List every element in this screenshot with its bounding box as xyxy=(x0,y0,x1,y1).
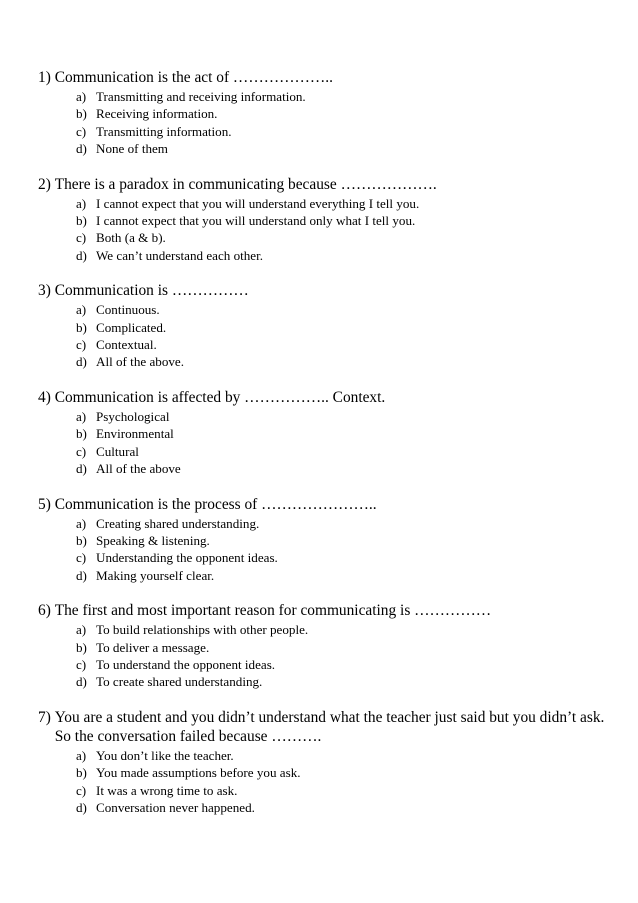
option-letter: d) xyxy=(76,247,87,263)
question-number: 1) xyxy=(38,69,51,86)
option-text: Understanding the opponent ideas. xyxy=(96,550,278,566)
option-text: Psychological xyxy=(96,408,170,424)
option-c xyxy=(38,123,618,140)
option-text: To understand the opponent ideas. xyxy=(96,656,276,672)
option-c xyxy=(38,549,618,566)
option-letter: a) xyxy=(76,622,87,638)
option-a xyxy=(38,88,618,105)
option-text: Environmental xyxy=(96,426,174,442)
question-text: Communication is affected by …………….. Context. xyxy=(54,388,386,406)
question-list xyxy=(38,68,618,833)
option-text: You don’t like the teacher. xyxy=(96,747,234,763)
option-d xyxy=(38,353,618,370)
question-6 xyxy=(38,601,618,691)
question-2 xyxy=(38,175,618,265)
option-a xyxy=(38,747,618,764)
question-text: Communication is the process of ………………….. xyxy=(54,495,377,513)
question-text: Communication is …………… xyxy=(54,282,249,300)
question-stem xyxy=(38,495,618,514)
option-d xyxy=(38,673,618,690)
option-letter: d) xyxy=(76,674,87,690)
option-letter: c) xyxy=(76,230,87,246)
option-text: To build relationships with other people. xyxy=(96,622,309,638)
option-d xyxy=(38,247,618,264)
option-letter: a) xyxy=(76,747,87,763)
option-text: Receiving information. xyxy=(96,106,218,122)
option-letter: c) xyxy=(76,123,87,139)
option-b xyxy=(38,532,618,549)
option-a xyxy=(38,515,618,532)
question-number: 2) xyxy=(38,175,51,193)
option-letter: b) xyxy=(76,213,87,229)
option-text: You made assumptions before you ask. xyxy=(96,765,301,781)
option-a xyxy=(38,621,618,638)
option-letter: c) xyxy=(76,550,87,566)
question-stem xyxy=(38,388,618,407)
option-text: Continuous. xyxy=(96,302,160,318)
option-text: All of the above. xyxy=(96,354,184,370)
option-b xyxy=(38,105,618,122)
option-list xyxy=(38,747,618,817)
option-text: We can’t understand each other. xyxy=(96,247,264,263)
option-d xyxy=(38,460,618,477)
option-list xyxy=(38,195,618,265)
question-number: 4) xyxy=(38,388,51,406)
question-stem xyxy=(38,281,618,300)
question-3 xyxy=(38,281,618,371)
option-text: Conversation never happened. xyxy=(96,799,255,815)
question-number: 6) xyxy=(38,602,51,620)
question-5 xyxy=(38,495,618,585)
option-letter: c) xyxy=(76,656,87,672)
option-text: None of them xyxy=(96,141,168,157)
question-number: 5) xyxy=(38,495,51,513)
option-a xyxy=(38,301,618,318)
option-text: Transmitting information. xyxy=(96,123,232,139)
option-text: Contextual. xyxy=(96,337,157,353)
question-4 xyxy=(38,388,618,478)
option-text: It was a wrong time to ask. xyxy=(96,782,238,798)
question-stem xyxy=(38,175,618,194)
question-stem xyxy=(38,708,618,746)
option-text: To create shared understanding. xyxy=(96,674,263,690)
option-c xyxy=(38,229,618,246)
option-letter: a) xyxy=(76,302,87,318)
option-b xyxy=(38,639,618,656)
option-letter: b) xyxy=(76,532,87,548)
question-number: 7) xyxy=(38,708,51,726)
option-letter: c) xyxy=(76,782,87,798)
option-text: Transmitting and receiving information. xyxy=(96,89,306,104)
option-letter: d) xyxy=(76,461,87,477)
question-text: You are a student and you didn’t understand what the teacher just said but you didn’t ask. So the conversation failed because ………. xyxy=(54,708,605,745)
option-letter: d) xyxy=(76,141,87,157)
option-letter: b) xyxy=(76,319,87,335)
option-text: Complicated. xyxy=(96,319,167,335)
option-list xyxy=(38,515,618,585)
option-letter: a) xyxy=(76,408,87,424)
option-d xyxy=(38,799,618,816)
question-text: The first and most important reason for communicating is …………… xyxy=(54,602,492,620)
option-letter: a) xyxy=(76,515,87,531)
option-letter: b) xyxy=(76,426,87,442)
option-text: Creating shared understanding. xyxy=(96,515,260,531)
option-c xyxy=(38,336,618,353)
option-b xyxy=(38,319,618,336)
option-b xyxy=(38,212,618,229)
option-letter: d) xyxy=(76,354,87,370)
option-letter: b) xyxy=(76,639,87,655)
option-list xyxy=(38,301,618,371)
option-letter: b) xyxy=(76,765,87,781)
option-text: Cultural xyxy=(96,443,139,459)
question-stem xyxy=(38,601,618,620)
question-stem xyxy=(38,68,618,87)
option-letter: d) xyxy=(76,567,87,583)
option-c xyxy=(38,443,618,460)
question-text: Communication is the act of ……………….. xyxy=(54,69,333,86)
option-letter: a) xyxy=(76,195,87,211)
option-letter: c) xyxy=(76,337,87,353)
option-text: Making yourself clear. xyxy=(96,567,215,583)
option-d xyxy=(38,140,618,157)
option-text: Speaking & listening. xyxy=(96,532,210,548)
option-c xyxy=(38,656,618,673)
question-number: 3) xyxy=(38,282,51,300)
question-text: There is a paradox in communicating because ………………. xyxy=(54,175,437,193)
option-a xyxy=(38,408,618,425)
option-b xyxy=(38,425,618,442)
option-text: All of the above xyxy=(96,461,181,477)
question-7 xyxy=(38,708,618,817)
option-text: I cannot expect that you will understand everything I tell you. xyxy=(96,195,420,211)
option-d xyxy=(38,567,618,584)
option-text: To deliver a message. xyxy=(96,639,210,655)
option-list xyxy=(38,88,618,158)
option-a xyxy=(38,195,618,212)
option-letter: d) xyxy=(76,799,87,815)
option-list xyxy=(38,408,618,478)
question-1 xyxy=(38,68,618,158)
option-letter: a) xyxy=(76,89,87,104)
option-letter: c) xyxy=(76,443,87,459)
option-c xyxy=(38,782,618,799)
option-b xyxy=(38,764,618,781)
option-text: Both (a & b). xyxy=(96,230,166,246)
option-letter: b) xyxy=(76,106,87,122)
option-text: I cannot expect that you will understand only what I tell you. xyxy=(96,213,416,229)
option-list xyxy=(38,621,618,691)
